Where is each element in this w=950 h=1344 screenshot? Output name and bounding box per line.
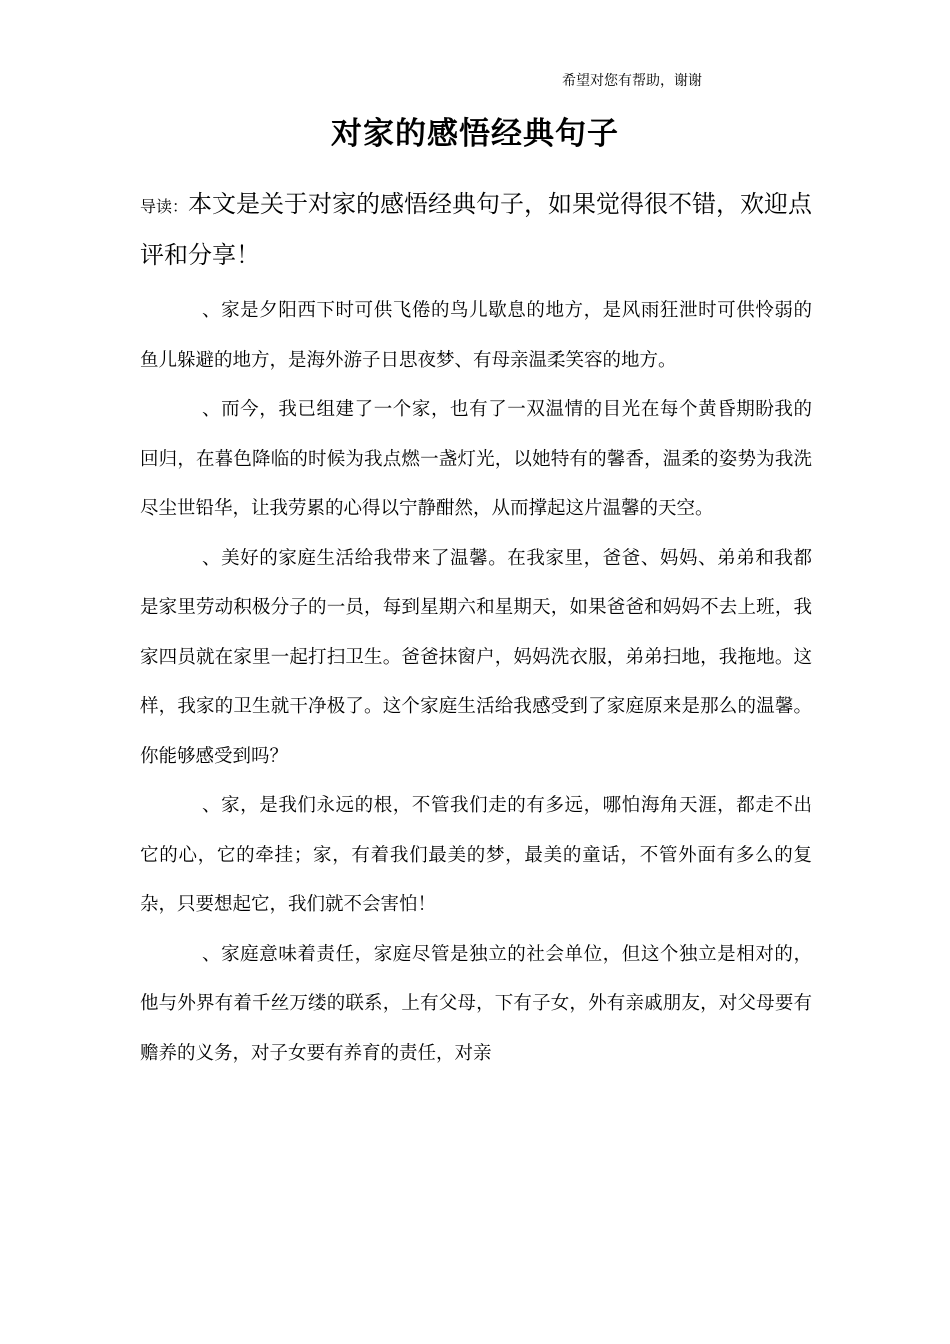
- paragraph: 、家，是我们永远的根，不管我们走的有多远，哪怕海角天涯，都走不出它的心，它的牵挂；家，有着我们最美的梦，最美的童话，不管外面有多么的复杂，只要想起它，我们就不会害怕！: [140, 795, 812, 915]
- paragraph: 、美好的家庭生活给我带来了温馨。在我家里，爸爸、妈妈、弟弟和我都是家里劳动积极分子的一员，每到星期六和星期天，如果爸爸和妈妈不去上班，我家四员就在家里一起打扫卫生。爸爸抹窗户，妈妈洗衣服，弟弟扫地，我拖地。这样，我家的卫生就干净极了。这个家庭生活给我感受到了家庭原来是那么的温馨。你能够感受到吗？: [140, 547, 812, 767]
- paragraph: 、而今，我已组建了一个家，也有了一双温情的目光在每个黄昏期盼我的回归，在暮色降临的时候为我点燃一盏灯光，以她特有的馨香，温柔的姿势为我洗尽尘世铅华，让我劳累的心得以宁静酣然，从而撑起这片温馨的天空。: [140, 399, 812, 519]
- paragraph: 、家是夕阳西下时可供飞倦的鸟儿歇息的地方，是风雨狂泄时可供怜弱的鱼儿躲避的地方，是海外游子日思夜梦、有母亲温柔笑容的地方。: [140, 300, 812, 371]
- paragraph: 、家庭意味着责任，家庭尽管是独立的社会单位，但这个独立是相对的，他与外界有着千丝万缕的联系，上有父母，下有子女，外有亲戚朋友，对父母要有赡养的义务，对子女要有养育的责任，对亲: [140, 943, 812, 1064]
- intro-paragraph: [140, 180, 828, 280]
- header-note: 希望对您有帮助，谢谢: [562, 73, 702, 89]
- body-text: [140, 286, 812, 1078]
- page-title: 对家的感悟经典句子: [331, 116, 619, 152]
- intro-text: 本文是关于对家的感悟经典句子，如果觉得很不错，欢迎点评和分享！: [140, 190, 813, 269]
- intro-label: 导读：: [140, 197, 189, 216]
